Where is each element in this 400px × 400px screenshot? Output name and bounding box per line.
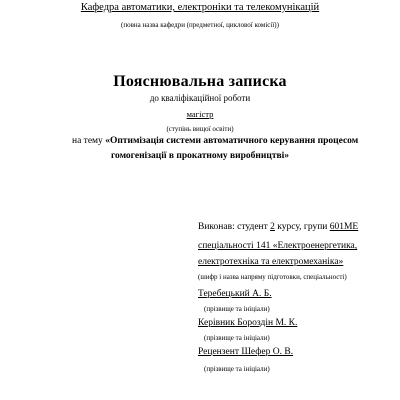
topic-line-1 [72, 136, 358, 146]
topic-line-2 [0, 151, 400, 161]
reviewer-note: (прізвище та ініціали) [204, 365, 270, 373]
topic-prefix: на тему [72, 136, 103, 146]
topic-title-part-1: «Оптимізація системи автоматичного керування процесом [105, 136, 359, 146]
department-note: (повна назва кафедри (предметної, циклової комісії)) [121, 21, 279, 29]
performer-line [198, 222, 358, 232]
document-subtitle: до кваліфікаційної роботи [149, 93, 251, 103]
degree-note: (ступінь вищої освіти) [166, 125, 234, 133]
specialty-line-1: спеціальності 141 «Електроенергетика, [198, 241, 358, 251]
student-name-note: (прізвище та ініціали) [204, 305, 270, 313]
document-title: Пояснювальна записка [113, 73, 287, 90]
topic-title-part-2: гомогенізації в прокатному виробництві» [110, 151, 290, 161]
specialty-line-2: електротехніка та електромеханіка» [198, 257, 344, 267]
reviewer-name: Рецензент Шефер О. В. [198, 347, 294, 357]
course-number: 2 [270, 222, 275, 232]
specialty-note: (шифр і назва напряму підготовки, спеціальності) [198, 273, 347, 281]
degree-value: магістр [186, 109, 214, 119]
group-code: 601МЕ [329, 222, 359, 232]
performer-label: Виконав: студент [198, 222, 268, 232]
course-suffix: курсу, групи [277, 222, 328, 232]
student-name: Теребецький А. Б. [198, 289, 272, 299]
supervisor-name: Керівник Бороздін М. К. [198, 318, 298, 328]
supervisor-note: (прізвище та ініціали) [204, 334, 270, 342]
department-name: Кафедра автоматики, електроніки та телекомунікацій [80, 2, 320, 13]
